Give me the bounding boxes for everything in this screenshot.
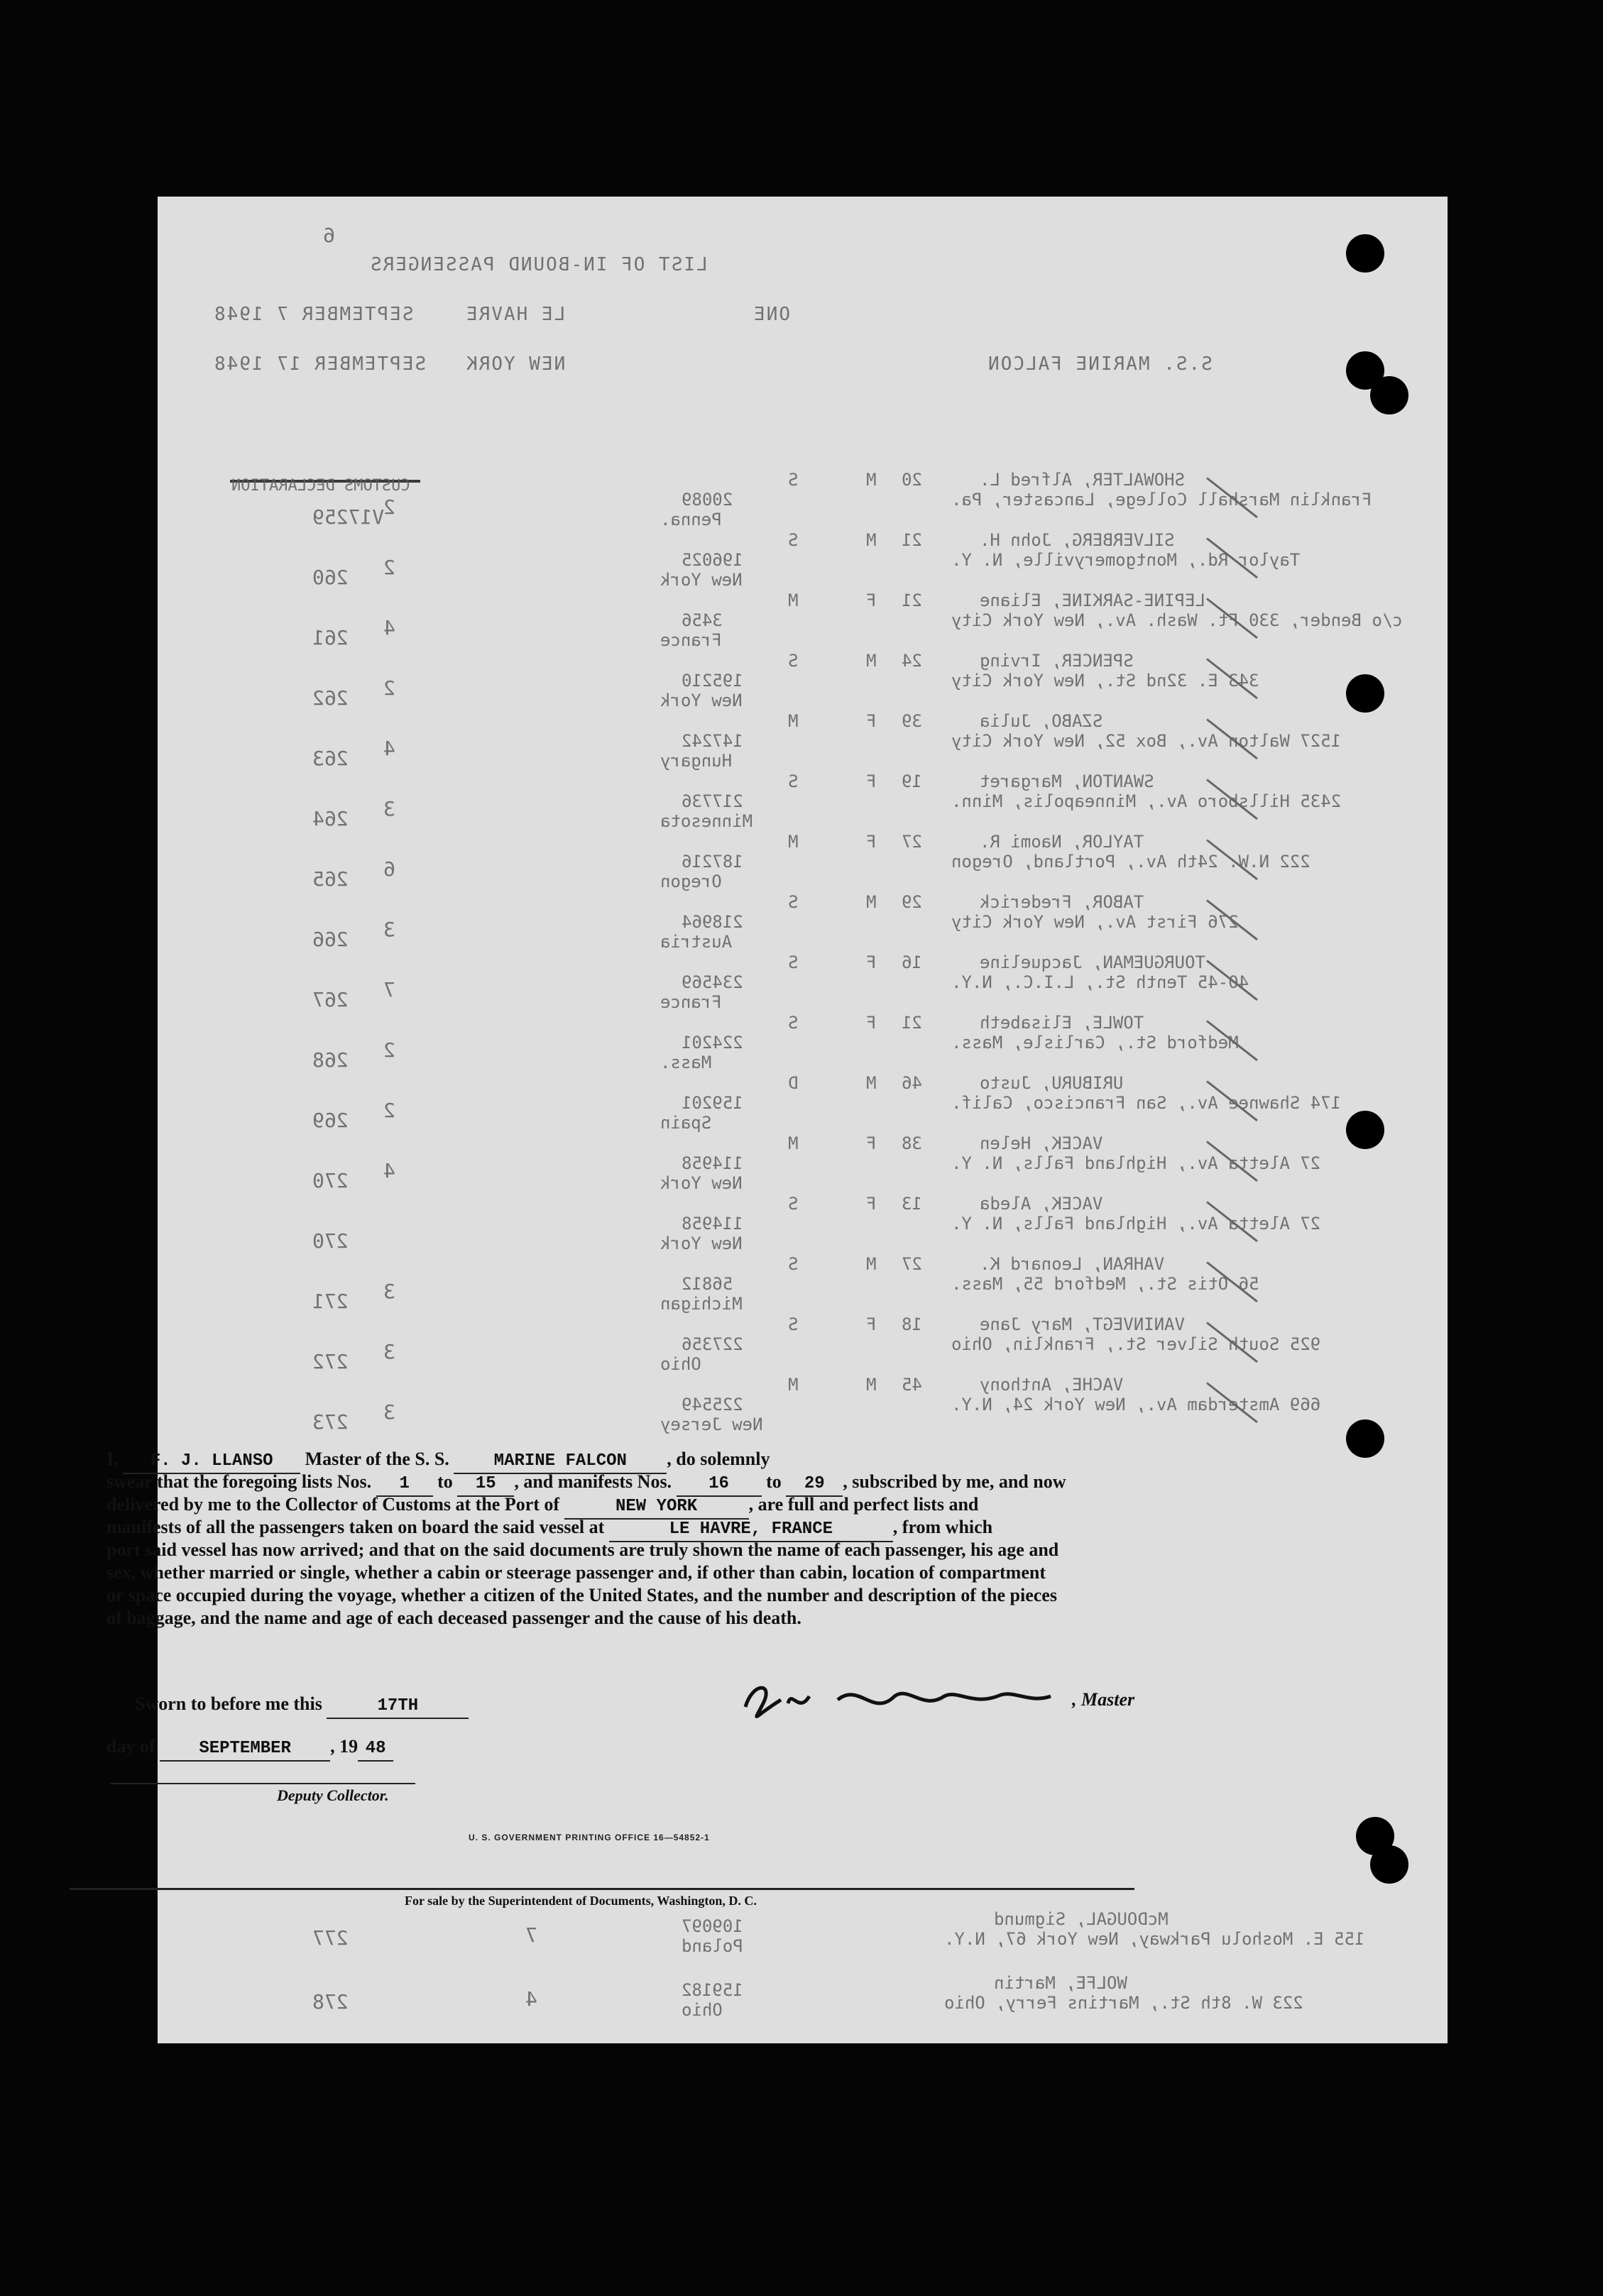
decl-year-prefix: , 19 [330, 1736, 359, 1757]
passenger-name: SPENCER, Irving [980, 651, 1134, 671]
passenger-status: S [788, 530, 799, 550]
passenger-age: 38 [902, 1133, 922, 1153]
passenger-issued: Poland [682, 1936, 743, 1956]
passenger-passport: 109097 [682, 1916, 743, 1936]
passenger-age: 21 [902, 1013, 922, 1033]
form-title: LIST OF IN-BOUND PASSENGERS [369, 254, 708, 275]
passenger-issued: Penna. [660, 510, 722, 529]
passenger-issued: New York [660, 1234, 743, 1253]
passenger-passport: 218964 [682, 912, 743, 932]
passenger-sex: F [866, 771, 877, 791]
passenger-sex: F [866, 1314, 877, 1334]
passenger-address: 155 E. Mosholu Parkway, New York 67, N.Y. [944, 1929, 1365, 1949]
passenger-issued: Spain [660, 1113, 712, 1133]
passenger-age: 39 [902, 711, 922, 731]
passenger-address: 2435 Hillsboro Av., Minneapolis, Minn. [951, 791, 1342, 811]
decl-solemnly: , do solemnly [667, 1449, 770, 1469]
passenger-sex: M [866, 530, 877, 550]
passenger-status: D [788, 1073, 799, 1093]
passenger-age: 19 [902, 771, 922, 791]
passenger-name: LEPINE-SARKINE, Eliane [980, 591, 1205, 610]
master-name-field: F. J. LLANSO [123, 1450, 300, 1474]
manifests-to-field: 29 [786, 1473, 843, 1497]
passenger-age: 21 [902, 591, 922, 610]
deputy-collector-label: Deputy Collector. [277, 1786, 389, 1804]
declaration-number: 265 [312, 867, 349, 891]
decl-manifests: , and manifests Nos. [514, 1471, 672, 1492]
declaration-number: 272 [312, 1350, 349, 1373]
passenger-age: 18 [902, 1314, 922, 1334]
passenger-status: S [788, 1013, 799, 1033]
passenger-address: 222 N.W. 24th Av., Portland, Oregon [951, 852, 1311, 872]
passenger-age: 46 [902, 1073, 922, 1093]
passenger-status: M [788, 591, 799, 610]
passenger-status: S [788, 651, 799, 671]
baggage-pieces: 7 [525, 1923, 537, 1947]
header-vessel: S.S. MARINE FALCON [987, 353, 1213, 375]
declaration-number: 278 [312, 1990, 349, 2014]
decl-day-of: day of [106, 1736, 155, 1757]
lists-from-field: 1 [376, 1473, 433, 1497]
declaration-number: 260 [312, 566, 349, 589]
passenger-age: 29 [902, 892, 922, 912]
passenger-name: SWANTON, Margaret [980, 771, 1154, 791]
passenger-sex: M [866, 1073, 877, 1093]
passenger-name: WOLFE, Martin [994, 1973, 1127, 1993]
declaration-number: 270 [312, 1229, 349, 1253]
passenger-passport: 217736 [682, 791, 743, 811]
for-sale-notice: For sale by the Superintendent of Documents, Washington, D. C. [405, 1894, 757, 1908]
passenger-issued: New York [660, 570, 743, 590]
baggage-pieces: 3 [383, 918, 395, 941]
baggage-pieces: 2 [383, 1099, 395, 1122]
baggage-pieces: 4 [525, 1987, 537, 2011]
baggage-pieces: 4 [383, 616, 395, 639]
passenger-passport: 114958 [682, 1153, 743, 1173]
baggage-pieces: 2 [383, 1038, 395, 1062]
passenger-address: 1527 Walton Av., Box 52, New York City [951, 731, 1342, 751]
passenger-name: VAHRAN, Leonard K. [980, 1254, 1165, 1274]
binder-hole [1346, 234, 1384, 273]
passenger-name: TABOR, Frederick [980, 892, 1144, 912]
passenger-status: S [788, 892, 799, 912]
declaration-number: 268 [312, 1048, 349, 1072]
passenger-address: 56 Otis St., Medford 55, Mass. [951, 1274, 1259, 1294]
departure-field: LE HAVRE, FRANCE [609, 1518, 893, 1542]
passenger-sex: F [866, 711, 877, 731]
passenger-passport: 56812 [682, 1274, 733, 1294]
passenger-address: c/o Bender, 330 Ft. Wash. Av., New York City [951, 610, 1403, 630]
passenger-status: M [788, 711, 799, 731]
passenger-issued: Minnesota [660, 811, 753, 831]
passenger-status: M [788, 1133, 799, 1153]
decl-swear: swear that the foregoing lists Nos. [106, 1471, 372, 1492]
sworn-year-field: 48 [358, 1737, 393, 1762]
baggage-pieces: 2 [383, 556, 395, 579]
passenger-name: SHOWALTER, Alfred L. [980, 470, 1185, 490]
passenger-name: VACEK, Helen [980, 1133, 1103, 1153]
passenger-address: 174 Shawnee Av., San Francisco, Calif. [951, 1093, 1342, 1113]
binder-hole [1370, 1845, 1408, 1884]
passenger-status: S [788, 952, 799, 972]
passenger-status: S [788, 1314, 799, 1334]
passenger-status: S [788, 771, 799, 791]
passenger-status: S [788, 1254, 799, 1274]
decl-full: , are full and perfect lists and [748, 1494, 979, 1515]
passenger-name: TOWLE, Elisabeth [980, 1013, 1144, 1033]
passenger-address: 343 E. 32nd St., New York City [951, 671, 1259, 691]
header-class: ONE [753, 304, 790, 325]
passenger-passport: 227356 [682, 1334, 743, 1354]
passenger-passport: 187216 [682, 852, 743, 872]
baggage-pieces: 3 [383, 797, 395, 820]
passenger-sex: F [866, 591, 877, 610]
passenger-status: S [788, 1194, 799, 1214]
passenger-name: SZABO, Julia [980, 711, 1103, 731]
passenger-status: M [788, 1375, 799, 1395]
binder-hole [1346, 674, 1384, 713]
declaration-number: 267 [312, 988, 349, 1011]
passenger-issued: New York [660, 1173, 743, 1193]
passenger-address: 276 First Av., New York City [951, 912, 1239, 932]
decl-subscribed: , subscribed by me, and now [843, 1471, 1066, 1492]
passenger-sex: M [866, 1375, 877, 1395]
passenger-passport: 20089 [682, 490, 733, 510]
passenger-address: 223 W. 8th St., Martins Ferry, Ohio [944, 1993, 1303, 2013]
passenger-age: 24 [902, 651, 922, 671]
master-signature [731, 1675, 1093, 1725]
vessel-name-field: MARINE FALCON [454, 1450, 667, 1474]
passenger-sex: M [866, 470, 877, 490]
passenger-passport: 159182 [682, 1980, 743, 2000]
decl-sworn: Sworn to before me this [135, 1693, 322, 1714]
passenger-sex: M [866, 892, 877, 912]
port-field: NEW YORK [564, 1495, 749, 1520]
passenger-sex: F [866, 952, 877, 972]
passenger-sex: F [866, 832, 877, 852]
passenger-issued: New Jersey [660, 1415, 763, 1434]
declaration-number: 264 [312, 807, 349, 830]
baggage-pieces: 4 [383, 1159, 395, 1182]
passenger-address: Taylor Rd., Montgomeryville, N. Y. [951, 550, 1301, 570]
declaration-number: 271 [312, 1290, 349, 1313]
passenger-issued: Oregon [660, 872, 722, 891]
passenger-address: Franklin Marshall College, Lancaster, Pa. [951, 490, 1372, 510]
declaration-number: 277 [312, 1926, 349, 1950]
declaration-number: 270 [312, 1169, 349, 1192]
decl-to2: to [766, 1471, 782, 1492]
manifests-from-field: 16 [677, 1473, 762, 1497]
sworn-month-field: SEPTEMBER [160, 1737, 330, 1762]
passenger-issued: Mass. [660, 1053, 712, 1072]
passenger-name: VACEK, Aleda [980, 1194, 1103, 1214]
sworn-day-field: 17TH [327, 1695, 469, 1719]
passenger-address: 27 Aletta Av., Highland Falls, N. Y. [951, 1214, 1321, 1234]
passenger-age: 27 [902, 832, 922, 852]
declaration-number: 261 [312, 626, 349, 649]
declaration-number: V17259 [312, 505, 385, 529]
passenger-age: 20 [902, 470, 922, 490]
baggage-pieces: 7 [383, 978, 395, 1001]
passenger-name: TAYLOR, Naomi R. [980, 832, 1144, 852]
deputy-signature-line [110, 1783, 415, 1784]
passenger-passport: 3456 [682, 610, 723, 630]
printing-office-imprint: U. S. GOVERNMENT PRINTING OFFICE 16—54852-1 [469, 1833, 710, 1842]
passenger-address: 40-45 Tenth St., L.I.C., N.Y. [951, 972, 1249, 992]
passenger-issued: Ohio [660, 1354, 701, 1374]
passenger-name: McDOUGAL, Sigmund [994, 1909, 1169, 1929]
decl-manifests-all: manifests of all the passengers taken on board the said vessel at [106, 1517, 605, 1537]
header-arrival-date: SEPTEMBER 17 1948 [213, 353, 427, 375]
header-departure-date: SEPTEMBER 7 1948 [213, 304, 414, 325]
passenger-name: URIBURU, Justo [980, 1073, 1124, 1093]
passenger-sex: F [866, 1194, 877, 1214]
passenger-age: 45 [902, 1375, 922, 1395]
baggage-pieces: 2 [383, 676, 395, 700]
passenger-passport: 195210 [682, 671, 743, 691]
passenger-issued: France [660, 992, 722, 1012]
declaration-number: 263 [312, 747, 349, 770]
decl-delivered: delivered by me to the Collector of Customs at the Port of [106, 1494, 560, 1515]
passenger-sex: F [866, 1133, 877, 1153]
passenger-passport: 196025 [682, 550, 743, 570]
passenger-passport: 234569 [682, 972, 743, 992]
passenger-passport: 114958 [682, 1214, 743, 1234]
passenger-name: VACHE, Anthony [980, 1375, 1124, 1395]
baggage-pieces: 6 [383, 857, 395, 881]
passenger-age: 27 [902, 1254, 922, 1274]
decl-to: to [437, 1471, 453, 1492]
passenger-name: TOURGUEMAN, Jacqueline [980, 952, 1205, 972]
decl-line-6: or space occupied during the voyage, whether a citizen of the United States, and the number and description of the pieces [106, 1585, 1057, 1605]
passenger-status: S [788, 470, 799, 490]
passenger-age: 21 [902, 530, 922, 550]
baggage-pieces: 2 [383, 495, 395, 519]
binder-hole [1370, 376, 1408, 414]
passenger-name: VANINVEGT, Mary Jane [980, 1314, 1185, 1334]
baggage-pieces: 3 [383, 1340, 395, 1363]
passenger-issued: Austria [660, 932, 733, 952]
passenger-issued: New York [660, 691, 743, 710]
footer-rule [70, 1888, 1134, 1890]
baggage-pieces: 3 [383, 1400, 395, 1424]
decl-i: I, [106, 1449, 119, 1469]
passenger-address: 669 Amsterdam Av., New York 24, N.Y. [951, 1395, 1321, 1415]
header-departure-port: LE HAVRE [465, 304, 566, 325]
declaration-number: 262 [312, 686, 349, 710]
declaration-number: 269 [312, 1109, 349, 1132]
decl-master-of: Master of the S. S. [305, 1449, 449, 1469]
baggage-pieces: 4 [383, 737, 395, 760]
passenger-age: 16 [902, 952, 922, 972]
passenger-name: SILVERBERG, John H. [980, 530, 1175, 550]
page-number: 6 [323, 224, 335, 247]
passenger-passport: 147242 [682, 731, 743, 751]
passenger-address: 925 South Silver St., Franklin, Ohio [951, 1334, 1321, 1354]
passenger-issued: France [660, 630, 722, 650]
passenger-age: 13 [902, 1194, 922, 1214]
passenger-issued: Michigan [660, 1294, 743, 1314]
passenger-status: M [788, 832, 799, 852]
lists-to-field: 15 [457, 1473, 514, 1497]
decl-from-which: , from which [892, 1517, 993, 1537]
passenger-issued: Hungary [660, 751, 733, 771]
passenger-passport: 224201 [682, 1033, 743, 1053]
declaration-number: 273 [312, 1410, 349, 1434]
passenger-passport: 225549 [682, 1395, 743, 1415]
decl-line-4: port said vessel has now arrived; and that on the said documents are truly shown the name of each passenger, his age and [106, 1539, 1059, 1560]
binder-hole [1346, 1111, 1384, 1149]
declaration-number: 266 [312, 928, 349, 951]
decl-line-7: of baggage, and the name and age of each deceased passenger and the cause of his death. [106, 1608, 802, 1628]
passenger-address: Medford St., Carlisle, Mass. [951, 1033, 1239, 1053]
passenger-passport: 159201 [682, 1093, 743, 1113]
binder-hole [1346, 1419, 1384, 1458]
header-arrival-port: NEW YORK [465, 353, 566, 375]
master-label: , Master [1072, 1689, 1135, 1710]
passenger-address: 27 Aletta Av., Highland Falls, N. Y. [951, 1153, 1321, 1173]
customs-declaration-stamp: CUSTOMS DECLARATION [231, 477, 410, 495]
passenger-sex: F [866, 1013, 877, 1033]
passenger-sex: M [866, 1254, 877, 1274]
decl-line-5: sex, whether married or single, whether a cabin or steerage passenger and, if other than cabin, location of compartment [106, 1562, 1046, 1583]
passenger-issued: Ohio [682, 2000, 723, 2020]
baggage-pieces: 3 [383, 1280, 395, 1303]
passenger-sex: M [866, 651, 877, 671]
